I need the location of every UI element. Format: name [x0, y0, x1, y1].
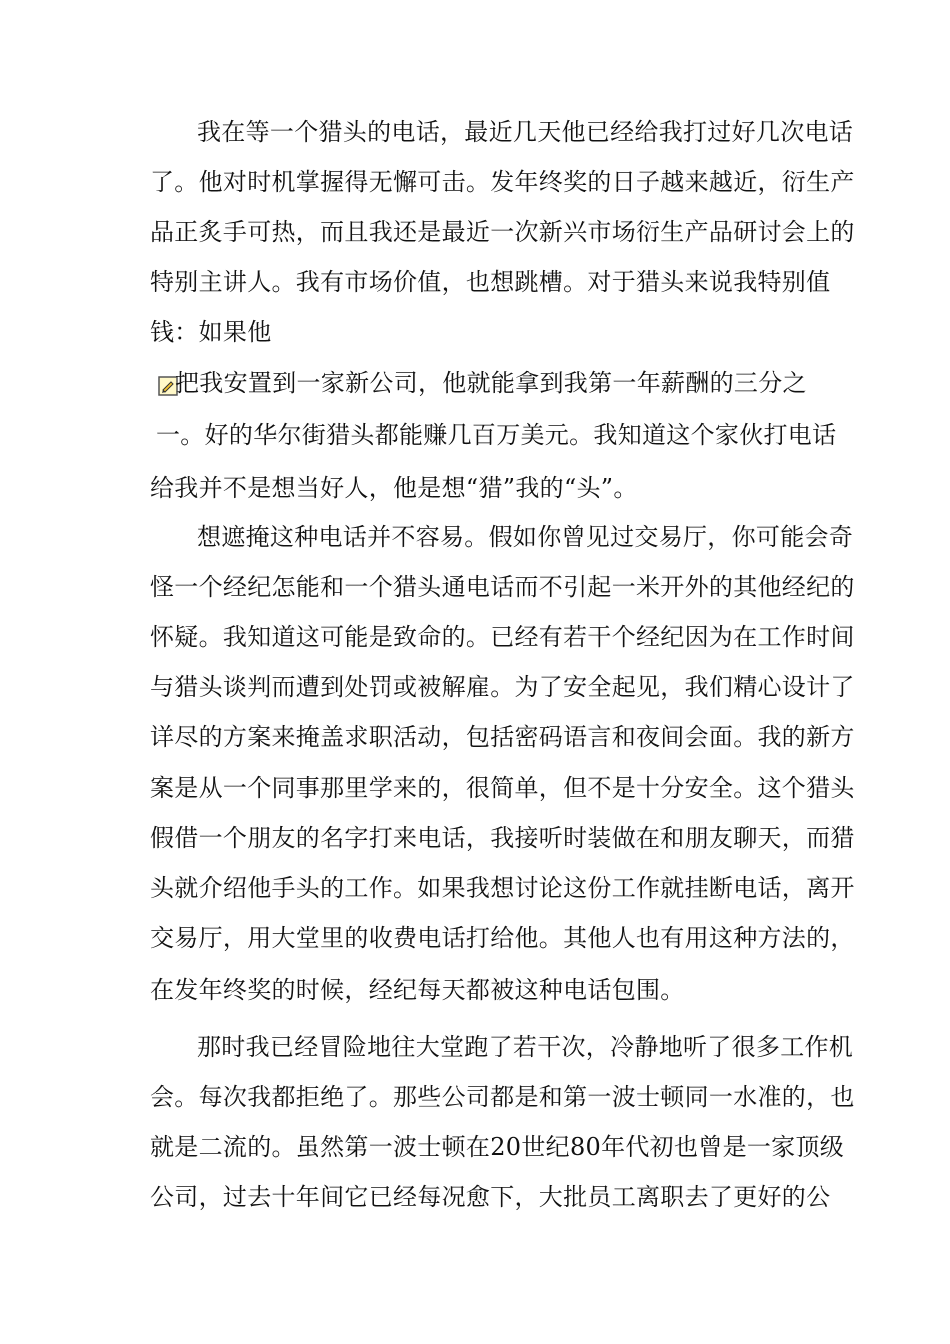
paragraph-3-line-1: 想遮掩这种电话并不容易。假如你曾见过交易厅，你可能会奇 [197, 523, 854, 551]
paragraph-3-line-2: 怪一个经纪怎能和一个猎头通电话而不引起一米开外的其他经纪的 [150, 573, 855, 601]
paragraph-1-line-5: 钱：如果他 [150, 318, 272, 346]
paragraph-3-line-5: 详尽的方案来掩盖求职活动，包括密码语言和夜间会面。我的新方 [150, 723, 855, 751]
paragraph-4-line-3: 就是二流的。虽然第一波士顿在20世纪80年代初也曾是一家顶级 [150, 1133, 845, 1161]
paragraph-2-line-3: 给我并不是想当好人，他是想“猎”我的“头”。 [150, 474, 638, 502]
paragraph-3-line-9: 交易厅，用大堂里的收费电话打给他。其他人也有用这种方法的， [150, 924, 855, 952]
paragraph-3-line-10: 在发年终奖的时候，经纪每天都被这种电话包围。 [150, 976, 685, 1004]
paragraph-3-line-4: 与猎头谈判而遭到处罚或被解雇。为了安全起见，我们精心设计了 [150, 673, 855, 701]
paragraph-1-line-2: 了。他对时机掌握得无懈可击。发年终奖的日子越来越近，衍生产 [150, 168, 855, 196]
paragraph-2-line-1: 把我安置到一家新公司，他就能拿到我第一年薪酬的三分之 [175, 369, 807, 397]
paragraph-3-line-3: 怀疑。我知道这可能是致命的。已经有若干个经纪因为在工作时间 [150, 623, 855, 651]
paragraph-3-line-7: 假借一个朋友的名字打来电话，我接听时装做在和朋友聊天，而猎 [150, 824, 855, 852]
paragraph-1-line-1: 我在等一个猎头的电话，最近几天他已经给我打过好几次电话 [197, 118, 854, 146]
paragraph-1-line-3: 品正炙手可热，而且我还是最近一次新兴市场衍生产品研讨会上的 [150, 218, 855, 246]
paragraph-3-line-6: 案是从一个同事那里学来的，很简单，但不是十分安全。这个猎头 [150, 774, 855, 802]
paragraph-4-line-1: 那时我已经冒险地往大堂跑了若干次，冷静地听了很多工作机 [197, 1033, 854, 1061]
paragraph-4-line-4: 公司，过去十年间它已经每况愈下，大批员工离职去了更好的公 [150, 1183, 831, 1211]
paragraph-4-line-2: 会。每次我都拒绝了。那些公司都是和第一波士顿同一水准的，也 [150, 1083, 855, 1111]
paragraph-1-line-4: 特别主讲人。我有市场价值，也想跳槽。对于猎头来说我特别值 [150, 268, 831, 296]
paragraph-3-line-8: 头就介绍他手头的工作。如果我想讨论这份工作就挂断电话，离开 [150, 874, 855, 902]
paragraph-2-line-2: 一。好的华尔街猎头都能赚几百万美元。我知道这个家伙打电话 [156, 421, 837, 449]
